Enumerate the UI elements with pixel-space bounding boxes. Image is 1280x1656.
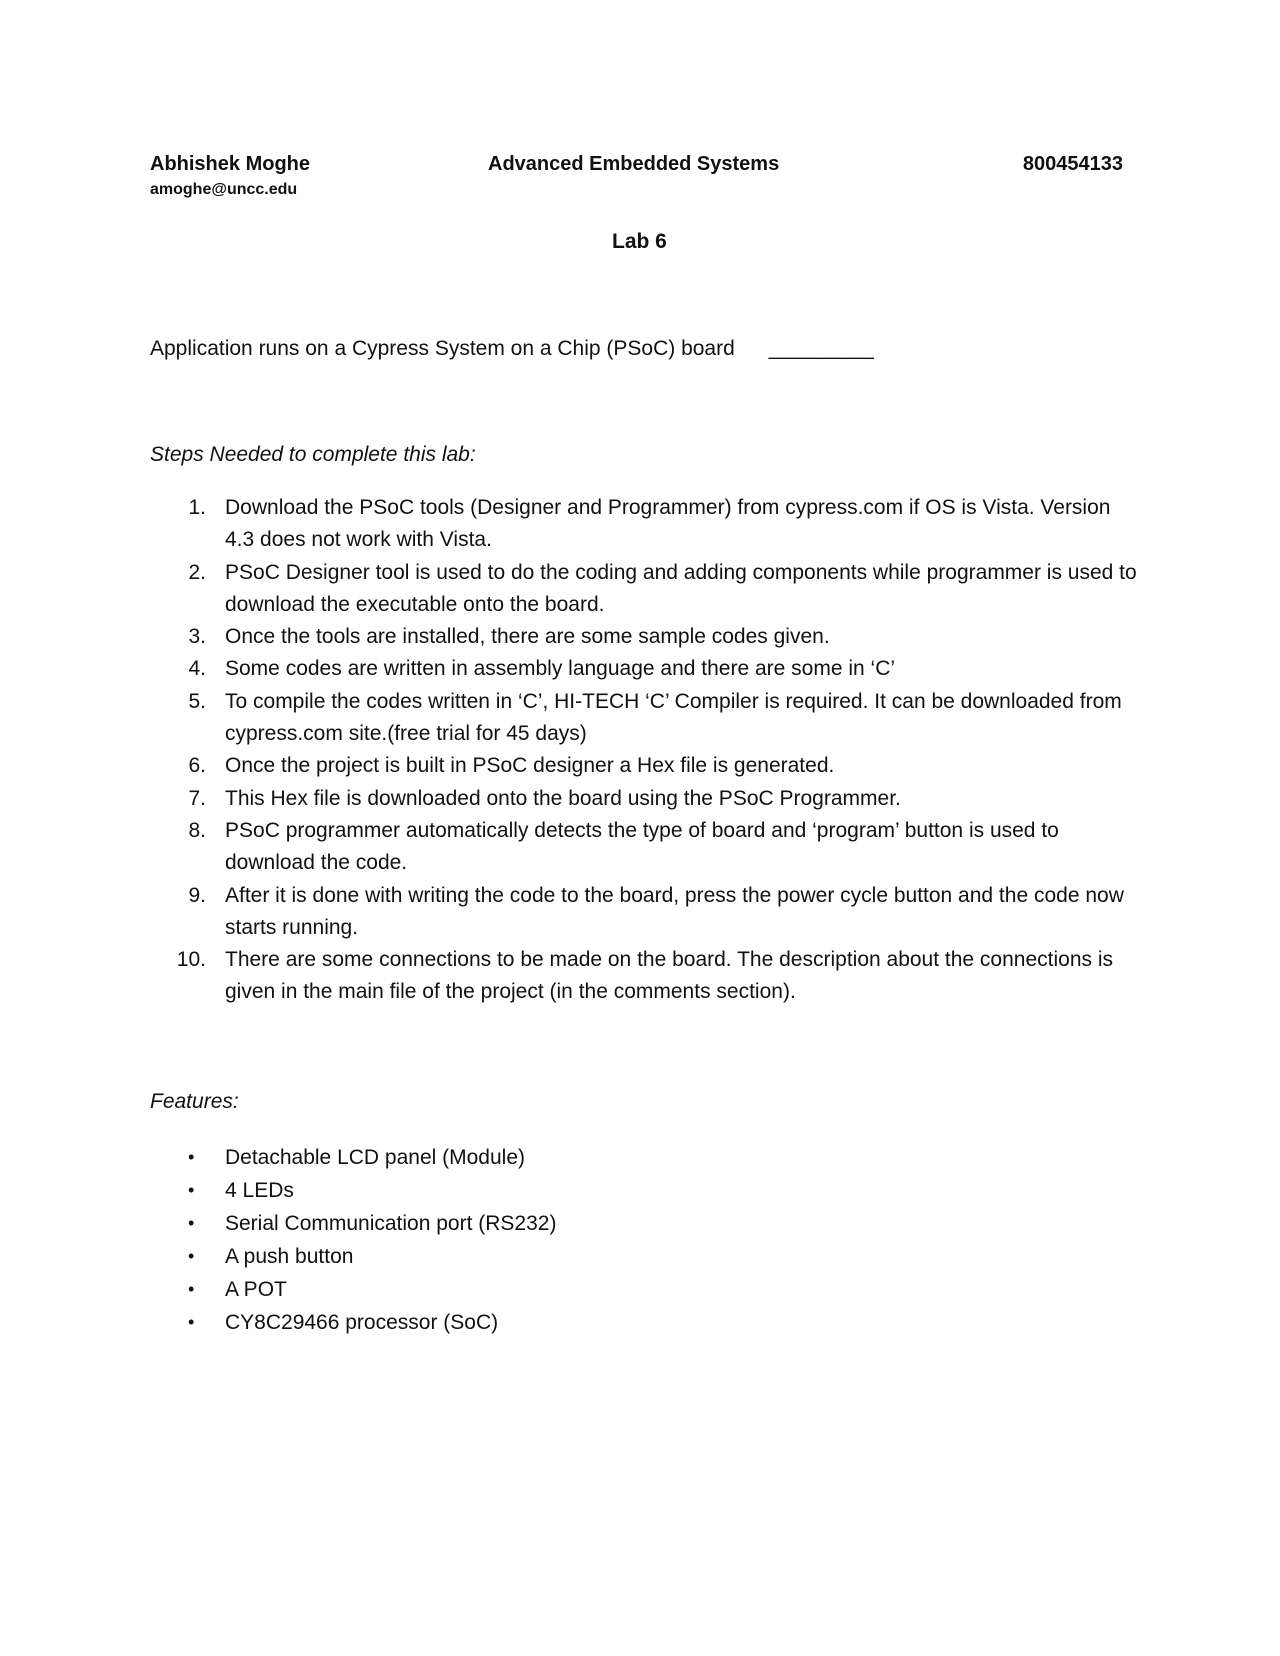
list-item [150,880,1140,945]
step-text: Once the tools are installed, there are some sample codes given. [225,625,830,649]
lab-title: Lab 6 [612,230,667,253]
step-number: 7. [188,786,206,810]
feature-text: 4 LEDs [225,1179,294,1202]
list-item [150,1306,556,1339]
intro-line [150,337,874,361]
list-item [150,815,1140,880]
step-number: 5. [188,689,206,713]
features-heading: Features: [150,1090,239,1113]
step-text: PSoC programmer automatically detects the type of board and ‘program’ button is used to download the code. [225,818,1059,875]
feature-text: A push button [225,1245,354,1268]
step-text: Download the PSoC tools (Designer and Programmer) from cypress.com if OS is Vista. Version 4.3 does not work with Vista. [225,496,1111,552]
step-text: There are some connections to be made on the board. The description about the connections is given in the main file of the project (in the comments section). [225,948,1113,1004]
feature-text: A POT [225,1278,287,1301]
list-item [150,557,1140,622]
bullet-icon: • [188,1312,195,1332]
author-email: amoghe@uncc.edu [150,181,298,198]
step-text: This Hex file is downloaded onto the board using the PSoC Programmer. [225,786,901,810]
intro-text: Application runs on a Cypress System on a Chip (PSoC) board [150,337,735,360]
step-number: 9. [188,883,206,907]
author-name: Abhishek Moghe [150,153,311,175]
list-item [150,1207,556,1240]
feature-text: Detachable LCD panel (Module) [225,1146,525,1169]
list-item [150,1141,556,1174]
step-number: 10. [176,948,206,972]
list-item [150,1240,556,1273]
list-item [150,653,1140,685]
list-item [150,621,1140,653]
list-item [150,944,1140,1009]
step-text: Some codes are written in assembly language and there are some in ‘C’ [225,657,896,681]
student-id: 800454133 [1022,153,1123,175]
list-item [150,750,1140,782]
list-item [150,783,1140,815]
list-item [150,1174,556,1207]
bullet-icon: • [188,1147,195,1167]
list-item [150,492,1140,557]
step-number: 2. [188,560,206,584]
step-text: After it is done with writing the code to the board, press the power cycle button and the code now starts running. [225,883,1124,939]
step-text: To compile the codes written in ‘C’, HI-TECH ‘C’ Compiler is required. It can be downloaded from cypress.com site.(free trial for 45 days) [225,689,1122,746]
step-text: Once the project is built in PSoC designer a Hex file is generated. [225,754,835,778]
feature-text: CY8C29466 processor (SoC) [225,1311,499,1334]
intro-blank: _________ [768,337,874,360]
bullet-icon: • [188,1213,195,1233]
step-number: 6. [188,754,206,778]
bullet-icon: • [188,1246,195,1266]
list-item [150,1273,556,1306]
step-text: PSoC Designer tool is used to do the coding and adding components while programmer is used to download the executable onto the board. [225,560,1137,616]
feature-text: Serial Communication port (RS232) [225,1212,557,1235]
bullet-icon: • [188,1180,195,1200]
course-title: Advanced Embedded Systems [488,153,780,175]
step-number: 1. [188,496,206,519]
steps-heading: Steps Needed to complete this lab: [150,443,476,466]
step-number: 8. [188,818,206,842]
list-item [150,686,1140,751]
features-list [150,1141,556,1339]
step-number: 3. [188,625,206,649]
bullet-icon: • [188,1279,195,1299]
steps-list [150,492,1140,1009]
step-number: 4. [188,657,206,681]
